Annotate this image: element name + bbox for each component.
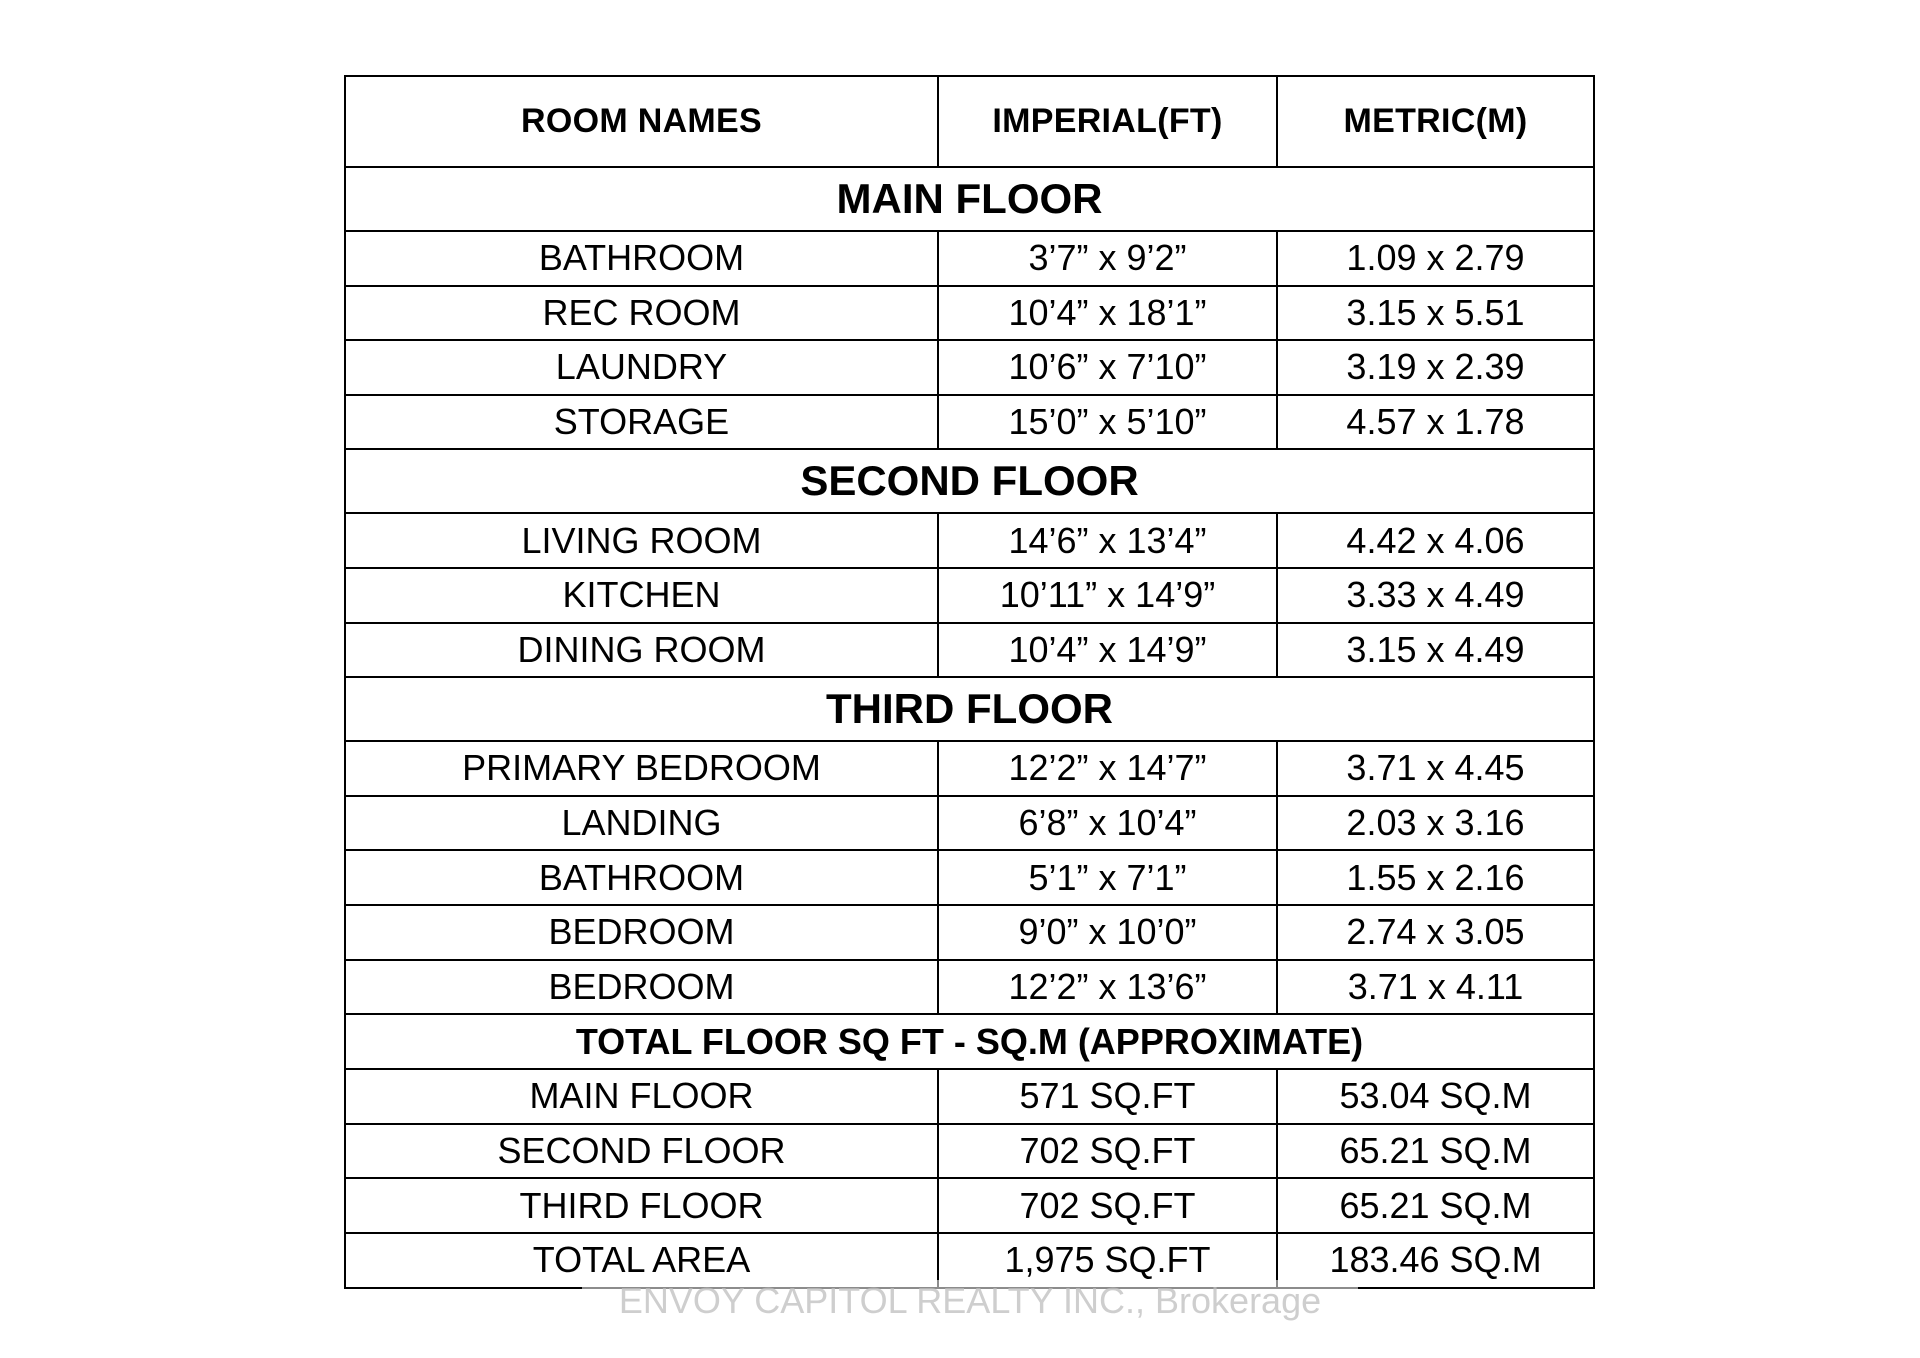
table-row bbox=[345, 1069, 1594, 1124]
room-dimensions-table bbox=[344, 75, 1595, 1289]
section-title: TOTAL FLOOR SQ FT - SQ.M (APPROXIMATE) bbox=[345, 1014, 1594, 1069]
table-row bbox=[345, 960, 1594, 1015]
section-row bbox=[345, 449, 1594, 513]
section-row bbox=[345, 677, 1594, 741]
table-row bbox=[345, 623, 1594, 678]
room-name-cell: BEDROOM bbox=[345, 960, 938, 1015]
imperial-cell: 15’0” x 5’10” bbox=[938, 395, 1277, 450]
table-body bbox=[345, 167, 1594, 1288]
room-name-cell: PRIMARY BEDROOM bbox=[345, 741, 938, 796]
metric-cell: 3.19 x 2.39 bbox=[1277, 340, 1594, 395]
imperial-cell: 10’4” x 18’1” bbox=[938, 286, 1277, 341]
section-row bbox=[345, 1014, 1594, 1069]
imperial-cell: 702 SQ.FT bbox=[938, 1124, 1277, 1179]
table-row bbox=[345, 340, 1594, 395]
header-room-names: ROOM NAMES bbox=[345, 76, 938, 167]
room-name-cell: BEDROOM bbox=[345, 905, 938, 960]
metric-cell: 2.74 x 3.05 bbox=[1277, 905, 1594, 960]
room-name-cell: MAIN FLOOR bbox=[345, 1069, 938, 1124]
section-title: SECOND FLOOR bbox=[345, 449, 1594, 513]
header-metric: METRIC(M) bbox=[1277, 76, 1594, 167]
metric-cell: 3.71 x 4.45 bbox=[1277, 741, 1594, 796]
imperial-cell: 10’6” x 7’10” bbox=[938, 340, 1277, 395]
imperial-cell: 9’0” x 10’0” bbox=[938, 905, 1277, 960]
brokerage-watermark: ENVOY CAPITOL REALTY INC., Brokerage bbox=[582, 1280, 1358, 1322]
metric-cell: 3.15 x 5.51 bbox=[1277, 286, 1594, 341]
room-name-cell: BATHROOM bbox=[345, 850, 938, 905]
table-row bbox=[345, 513, 1594, 568]
table-row bbox=[345, 741, 1594, 796]
metric-cell: 4.42 x 4.06 bbox=[1277, 513, 1594, 568]
room-name-cell: REC ROOM bbox=[345, 286, 938, 341]
metric-cell: 53.04 SQ.M bbox=[1277, 1069, 1594, 1124]
metric-cell: 1.09 x 2.79 bbox=[1277, 231, 1594, 286]
imperial-cell: 5’1” x 7’1” bbox=[938, 850, 1277, 905]
table-row bbox=[345, 1124, 1594, 1179]
table-row bbox=[345, 796, 1594, 851]
imperial-cell: 6’8” x 10’4” bbox=[938, 796, 1277, 851]
room-name-cell: LAUNDRY bbox=[345, 340, 938, 395]
imperial-cell: 14’6” x 13’4” bbox=[938, 513, 1277, 568]
metric-cell: 3.33 x 4.49 bbox=[1277, 568, 1594, 623]
metric-cell: 183.46 SQ.M bbox=[1277, 1233, 1594, 1288]
room-name-cell: SECOND FLOOR bbox=[345, 1124, 938, 1179]
section-title: MAIN FLOOR bbox=[345, 167, 1594, 231]
room-name-cell: TOTAL AREA bbox=[345, 1233, 938, 1288]
room-name-cell: LIVING ROOM bbox=[345, 513, 938, 568]
metric-cell: 3.71 x 4.11 bbox=[1277, 960, 1594, 1015]
table-row bbox=[345, 395, 1594, 450]
table-row bbox=[345, 231, 1594, 286]
room-name-cell: LANDING bbox=[345, 796, 938, 851]
table-row bbox=[345, 850, 1594, 905]
header-imperial: IMPERIAL(FT) bbox=[938, 76, 1277, 167]
section-title: THIRD FLOOR bbox=[345, 677, 1594, 741]
metric-cell: 65.21 SQ.M bbox=[1277, 1124, 1594, 1179]
table-header-row bbox=[345, 76, 1594, 167]
room-name-cell: BATHROOM bbox=[345, 231, 938, 286]
table-row bbox=[345, 1178, 1594, 1233]
metric-cell: 4.57 x 1.78 bbox=[1277, 395, 1594, 450]
room-name-cell: STORAGE bbox=[345, 395, 938, 450]
metric-cell: 3.15 x 4.49 bbox=[1277, 623, 1594, 678]
metric-cell: 2.03 x 3.16 bbox=[1277, 796, 1594, 851]
room-name-cell: KITCHEN bbox=[345, 568, 938, 623]
room-name-cell: THIRD FLOOR bbox=[345, 1178, 938, 1233]
table-row bbox=[345, 286, 1594, 341]
section-row bbox=[345, 167, 1594, 231]
room-name-cell: DINING ROOM bbox=[345, 623, 938, 678]
metric-cell: 1.55 x 2.16 bbox=[1277, 850, 1594, 905]
imperial-cell: 10’11” x 14’9” bbox=[938, 568, 1277, 623]
imperial-cell: 12’2” x 13’6” bbox=[938, 960, 1277, 1015]
table-row bbox=[345, 568, 1594, 623]
table-row bbox=[345, 905, 1594, 960]
metric-cell: 65.21 SQ.M bbox=[1277, 1178, 1594, 1233]
imperial-cell: 12’2” x 14’7” bbox=[938, 741, 1277, 796]
imperial-cell: 702 SQ.FT bbox=[938, 1178, 1277, 1233]
imperial-cell: 1,975 SQ.FT bbox=[938, 1233, 1277, 1288]
imperial-cell: 571 SQ.FT bbox=[938, 1069, 1277, 1124]
imperial-cell: 10’4” x 14’9” bbox=[938, 623, 1277, 678]
imperial-cell: 3’7” x 9’2” bbox=[938, 231, 1277, 286]
